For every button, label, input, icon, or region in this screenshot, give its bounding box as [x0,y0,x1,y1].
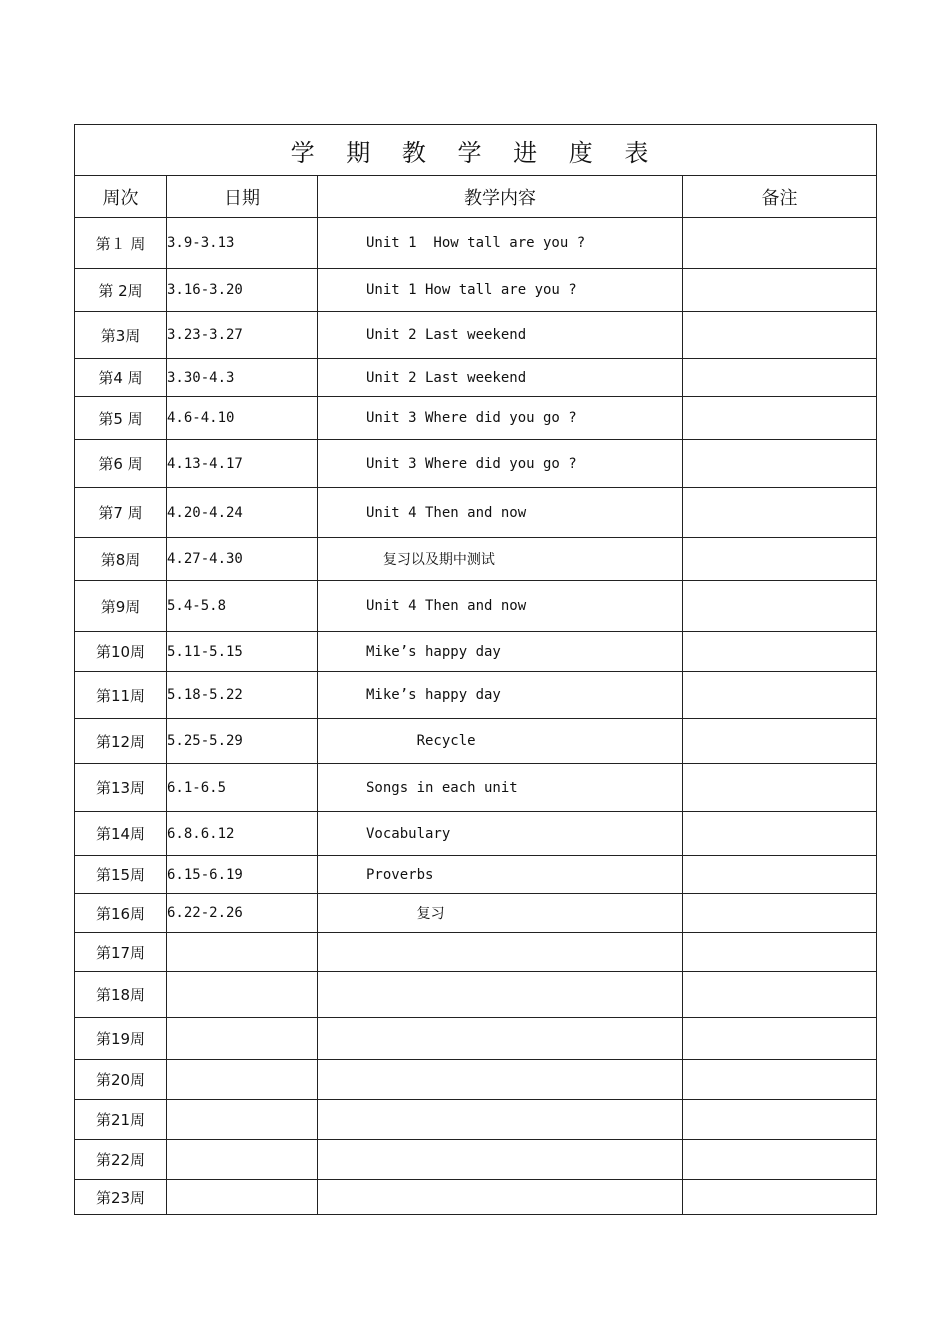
week-cell: 第21周 [75,1100,167,1140]
header-date: 日期 [167,176,318,218]
week-cell: 第8周 [75,538,167,581]
date-cell: 6.1-6.5 [167,764,318,812]
content-cell: Unit 1 How tall are you ? [318,269,683,312]
date-cell [167,972,318,1018]
date-cell: 4.20-4.24 [167,488,318,538]
table-row [75,1100,877,1140]
content-cell: Unit 3 Where did you go ? [318,397,683,440]
date-cell: 4.27-4.30 [167,538,318,581]
content-cell: Unit 2 Last weekend [318,312,683,359]
note-cell [683,812,877,856]
date-cell: 3.23-3.27 [167,312,318,359]
table-title: 学 期 教 学 进 度 表 [75,125,877,176]
table-row [75,581,877,632]
note-cell [683,269,877,312]
note-cell [683,764,877,812]
table-row [75,397,877,440]
week-cell: 第12周 [75,719,167,764]
content-cell: Vocabulary [318,812,683,856]
note-cell [683,488,877,538]
week-cell: 第20周 [75,1060,167,1100]
content-cell [318,1060,683,1100]
note-cell [683,218,877,269]
content-cell: Unit 4 Then and now [318,488,683,538]
table-row [75,1180,877,1215]
note-cell [683,933,877,972]
note-cell [683,1180,877,1215]
content-cell: Unit 1 How tall are you ? [318,218,683,269]
week-cell: 第16周 [75,894,167,933]
week-cell: 第 2周 [75,269,167,312]
note-cell [683,359,877,397]
table-row [75,972,877,1018]
table-row [75,764,877,812]
content-cell [318,972,683,1018]
week-cell: 第4 周 [75,359,167,397]
date-cell: 5.18-5.22 [167,672,318,719]
date-cell: 3.30-4.3 [167,359,318,397]
week-cell: 第１ 周 [75,218,167,269]
note-cell [683,719,877,764]
schedule-table [74,124,877,1215]
week-cell: 第6 周 [75,440,167,488]
week-cell: 第5 周 [75,397,167,440]
content-cell [318,1018,683,1060]
content-cell [318,933,683,972]
title-row [75,125,877,176]
week-cell: 第18周 [75,972,167,1018]
content-cell: Songs in each unit [318,764,683,812]
table-row [75,719,877,764]
note-cell [683,312,877,359]
date-cell [167,1140,318,1180]
date-cell: 5.11-5.15 [167,632,318,672]
note-cell [683,1100,877,1140]
note-cell [683,672,877,719]
note-cell [683,440,877,488]
date-cell: 6.8.6.12 [167,812,318,856]
table-row [75,933,877,972]
week-cell: 第10周 [75,632,167,672]
week-cell: 第19周 [75,1018,167,1060]
week-cell: 第3周 [75,312,167,359]
date-cell: 5.4-5.8 [167,581,318,632]
content-cell: 复习 [318,894,683,933]
content-cell: Unit 3 Where did you go ? [318,440,683,488]
content-cell [318,1140,683,1180]
table-row [75,1018,877,1060]
table-row [75,856,877,894]
table-row [75,488,877,538]
date-cell: 6.15-6.19 [167,856,318,894]
week-cell: 第13周 [75,764,167,812]
week-cell: 第11周 [75,672,167,719]
week-cell: 第15周 [75,856,167,894]
week-cell: 第9周 [75,581,167,632]
note-cell [683,894,877,933]
content-cell: 复习以及期中测试 [318,538,683,581]
note-cell [683,632,877,672]
date-cell: 4.13-4.17 [167,440,318,488]
note-cell [683,972,877,1018]
content-cell [318,1180,683,1215]
note-cell [683,1018,877,1060]
content-cell: Mike’s happy day [318,632,683,672]
table-row [75,812,877,856]
note-cell [683,856,877,894]
table-row [75,894,877,933]
date-cell [167,1060,318,1100]
date-cell: 3.9-3.13 [167,218,318,269]
date-cell [167,1018,318,1060]
note-cell [683,538,877,581]
table-row [75,672,877,719]
week-cell: 第7 周 [75,488,167,538]
table-row [75,359,877,397]
table-row [75,632,877,672]
date-cell: 3.16-3.20 [167,269,318,312]
table-row [75,538,877,581]
note-cell [683,581,877,632]
content-cell: Recycle [318,719,683,764]
note-cell [683,397,877,440]
note-cell [683,1060,877,1100]
week-cell: 第17周 [75,933,167,972]
date-cell: 6.22-2.26 [167,894,318,933]
table-row [75,269,877,312]
week-cell: 第23周 [75,1180,167,1215]
header-note: 备注 [683,176,877,218]
date-cell: 4.6-4.10 [167,397,318,440]
table-row [75,218,877,269]
date-cell [167,1180,318,1215]
header-row [75,176,877,218]
note-cell [683,1140,877,1180]
week-cell: 第22周 [75,1140,167,1180]
content-cell: Unit 2 Last weekend [318,359,683,397]
content-cell: Mike’s happy day [318,672,683,719]
content-cell: Unit 4 Then and now [318,581,683,632]
table-row [75,312,877,359]
header-content: 教学内容 [318,176,683,218]
table-row [75,1140,877,1180]
content-cell: Proverbs [318,856,683,894]
date-cell [167,933,318,972]
date-cell [167,1100,318,1140]
header-week: 周次 [75,176,167,218]
date-cell: 5.25-5.29 [167,719,318,764]
content-cell [318,1100,683,1140]
week-cell: 第14周 [75,812,167,856]
table-row [75,440,877,488]
table-row [75,1060,877,1100]
